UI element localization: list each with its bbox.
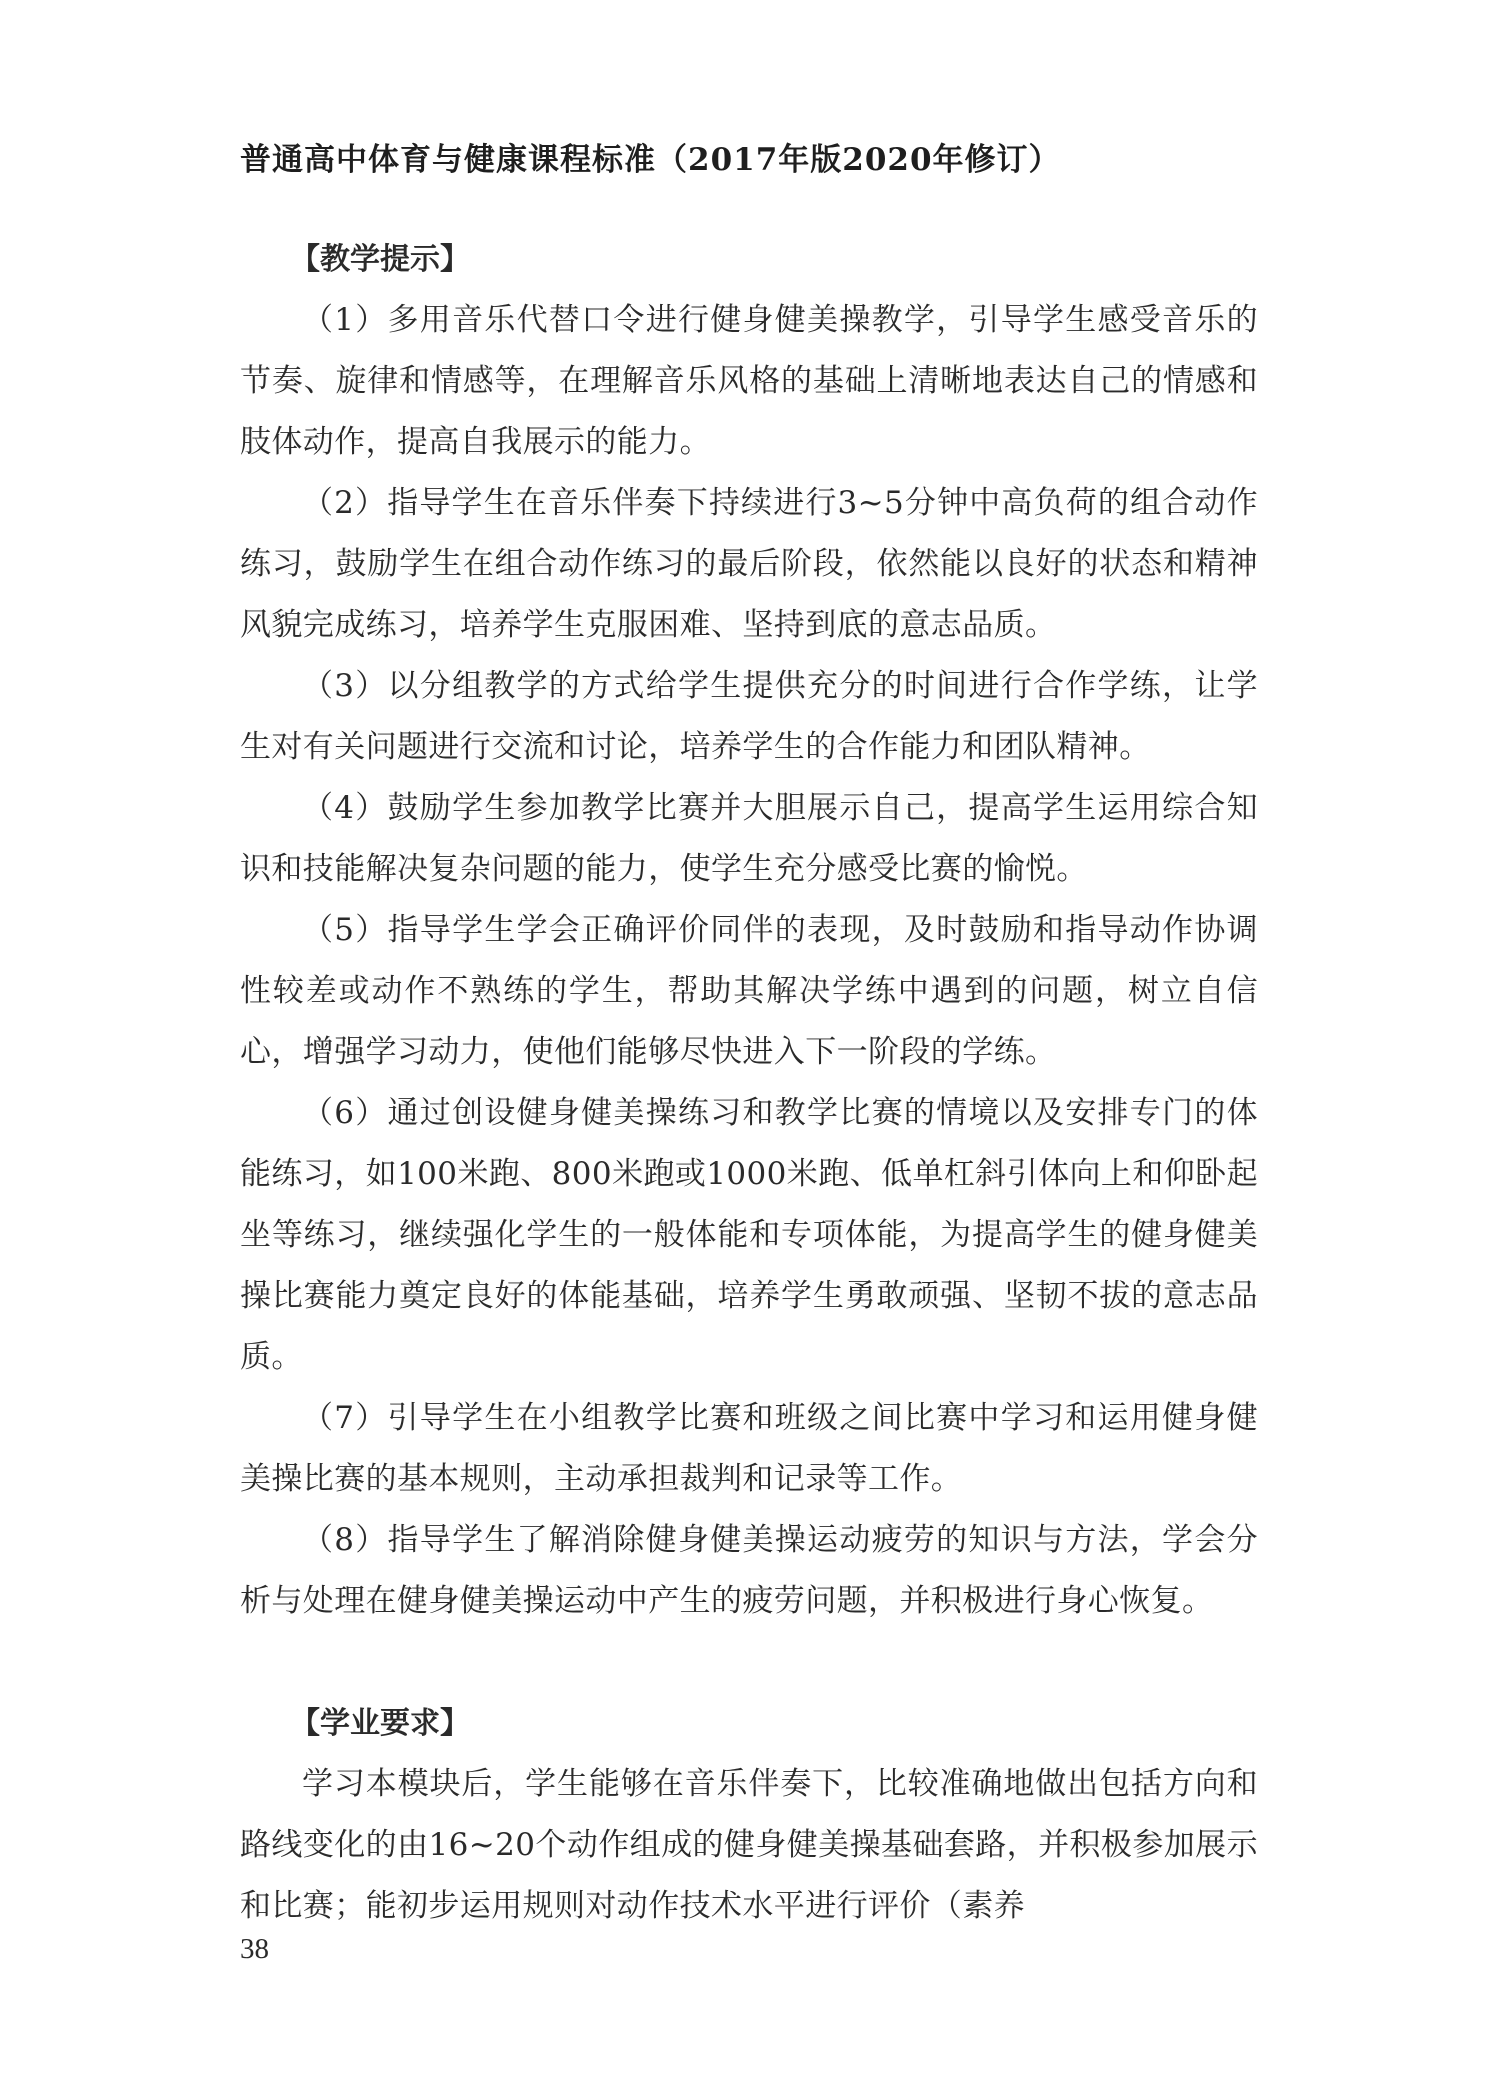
- teaching-tip-3: （3）以分组教学的方式给学生提供充分的时间进行合作学练，让学生对有关问题进行交流和讨论，培养学生的合作能力和团队精神。: [240, 668, 1258, 765]
- page-content: [240, 230, 1258, 1937]
- section-heading-academic-requirements: 【学业要求】: [290, 1706, 470, 1741]
- page-header-title: 普通高中体育与健康课程标准（2017年版2020年修订）: [240, 142, 1061, 178]
- academic-requirements-text: 学习本模块后，学生能够在音乐伴奏下，比较准确地做出包括方向和路线变化的由16~20个动作组成的健身健美操基础套路，并积极参加展示和比赛；能初步运用规则对动作技术水平进行评价（素养: [240, 1766, 1258, 1924]
- teaching-tip-5: （5）指导学生学会正确评价同伴的表现，及时鼓励和指导动作协调性较差或动作不熟练的学生，帮助其解决学练中遇到的问题，树立自信心，增强学习动力，使他们能够尽快进入下一阶段的学练。: [240, 912, 1258, 1070]
- teaching-tip-8: （8）指导学生了解消除健身健美操运动疲劳的知识与方法，学会分析与处理在健身健美操运动中产生的疲劳问题，并积极进行身心恢复。: [240, 1522, 1258, 1619]
- teaching-tip-2: （2）指导学生在音乐伴奏下持续进行3~5分钟中高负荷的组合动作练习，鼓励学生在组合动作练习的最后阶段，依然能以良好的状态和精神风貌完成练习，培养学生克服困难、坚持到底的意志品质。: [240, 485, 1258, 643]
- teaching-tip-4: （4）鼓励学生参加教学比赛并大胆展示自己，提高学生运用综合知识和技能解决复杂问题的能力，使学生充分感受比赛的愉悦。: [240, 790, 1258, 887]
- section-spacer: [240, 1632, 1258, 1694]
- page-number: 38: [240, 1933, 269, 1965]
- section-heading-teaching-tips: 【教学提示】: [290, 242, 470, 277]
- teaching-tip-1: （1）多用音乐代替口令进行健身健美操教学，引导学生感受音乐的节奏、旋律和情感等，在理解音乐风格的基础上清晰地表达自己的情感和肢体动作，提高自我展示的能力。: [240, 302, 1258, 460]
- teaching-tip-7: （7）引导学生在小组教学比赛和班级之间比赛中学习和运用健身健美操比赛的基本规则，主动承担裁判和记录等工作。: [240, 1400, 1258, 1497]
- teaching-tip-6: （6）通过创设健身健美操练习和教学比赛的情境以及安排专门的体能练习，如100米跑、800米跑或1000米跑、低单杠斜引体向上和仰卧起坐等练习，继续强化学生的一般体能和专项体能，为提高学生的健身健美操比赛能力奠定良好的体能基础，培养学生勇敢顽强、坚韧不拔的意志品质。: [240, 1095, 1258, 1375]
